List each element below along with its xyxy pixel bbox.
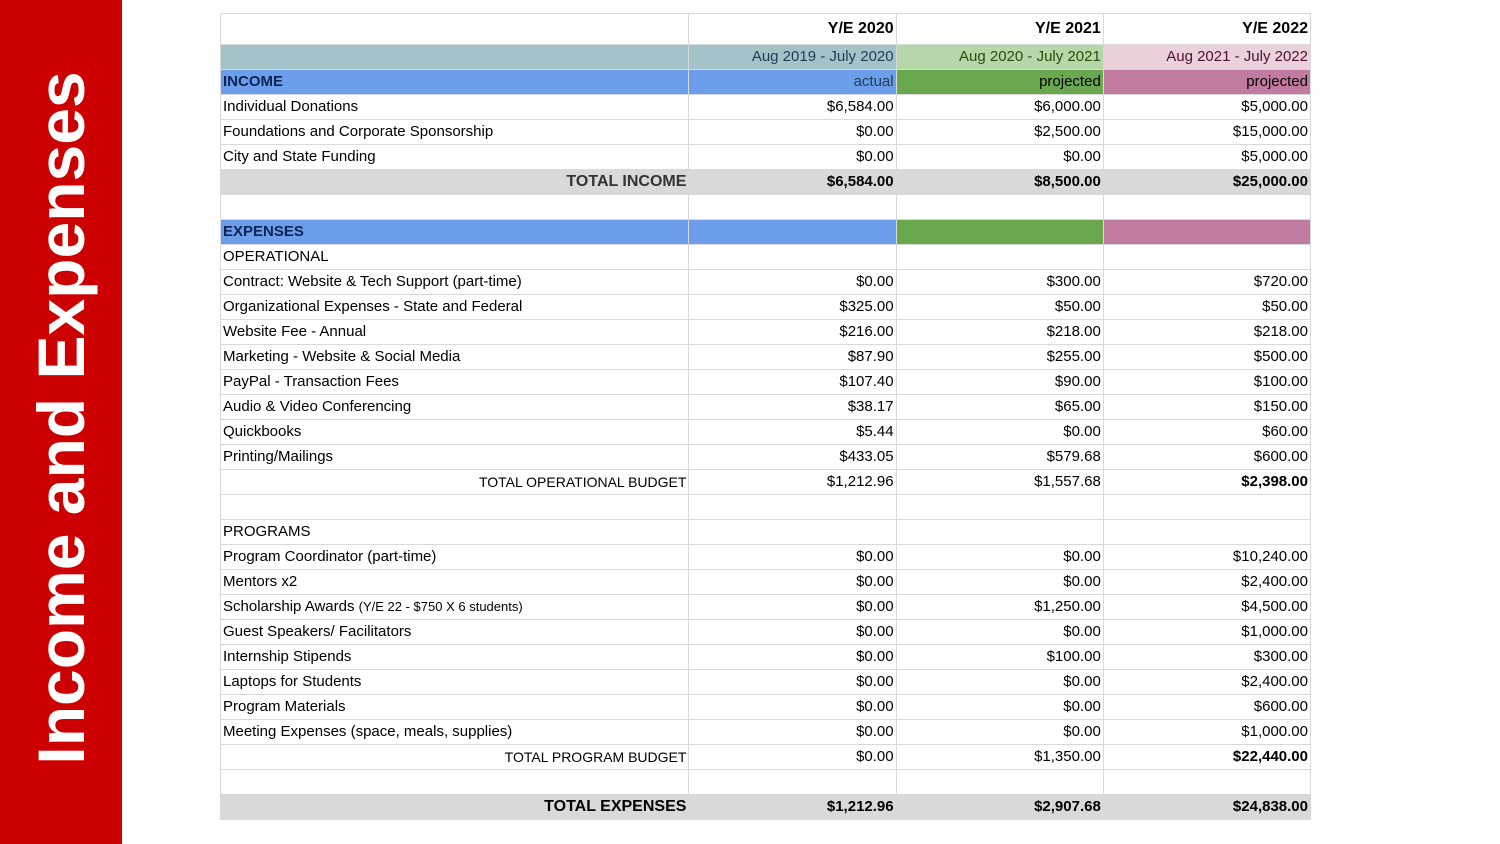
cell-2021: $0.00 — [896, 620, 1103, 645]
row-label: City and State Funding — [221, 145, 689, 170]
cell-2020: $38.17 — [689, 395, 896, 420]
spacer-cell — [689, 770, 896, 795]
cell-2020: $0.00 — [689, 570, 896, 595]
row-label: Organizational Expenses - State and Federal — [221, 295, 689, 320]
operational-header: OPERATIONAL — [221, 245, 689, 270]
cell-2022: $500.00 — [1103, 345, 1310, 370]
cell-2020: $0.00 — [689, 595, 896, 620]
income-header: INCOME — [221, 70, 689, 95]
cell-2020: $0.00 — [689, 645, 896, 670]
blank-cell — [1103, 245, 1310, 270]
cell-2022: $1,000.00 — [1103, 720, 1310, 745]
row-label — [221, 595, 689, 620]
table-row — [221, 670, 1311, 695]
row-label: Internship Stipends — [221, 645, 689, 670]
status-2021: projected — [896, 70, 1103, 95]
sidebar-title: Income and Expenses — [24, 71, 98, 765]
row-label: Quickbooks — [221, 420, 689, 445]
spacer-cell — [896, 195, 1103, 220]
row-label-note: (Y/E 22 - $750 X 6 students) — [358, 599, 523, 614]
year-header-row — [221, 14, 1311, 45]
row-label: Foundations and Corporate Sponsorship — [221, 120, 689, 145]
spacer-cell — [689, 195, 896, 220]
cell-2022: $150.00 — [1103, 395, 1310, 420]
sidebar — [0, 0, 122, 844]
cell-2021: $1,250.00 — [896, 595, 1103, 620]
expenses-fill-2022 — [1103, 220, 1310, 245]
year-2021-header: Y/E 2021 — [896, 14, 1103, 45]
cell-2022: $600.00 — [1103, 695, 1310, 720]
cell-2021: $2,500.00 — [896, 120, 1103, 145]
blank-cell — [689, 520, 896, 545]
row-label: Contract: Website & Tech Support (part-time) — [221, 270, 689, 295]
cell-2022: $218.00 — [1103, 320, 1310, 345]
cell-2021: $0.00 — [896, 670, 1103, 695]
total-program-label: TOTAL PROGRAM BUDGET — [221, 745, 689, 770]
row-label: Individual Donations — [221, 95, 689, 120]
spacer-cell — [896, 495, 1103, 520]
total-program-2020: $0.00 — [689, 745, 896, 770]
status-2020: actual — [689, 70, 896, 95]
cell-2022: $50.00 — [1103, 295, 1310, 320]
period-2021: Aug 2020 - July 2021 — [896, 45, 1103, 70]
spacer-cell — [221, 770, 689, 795]
spacer-cell — [1103, 495, 1310, 520]
row-label: Audio & Video Conferencing — [221, 395, 689, 420]
spacer-cell — [1103, 770, 1310, 795]
cell-2020: $433.05 — [689, 445, 896, 470]
table-row — [221, 120, 1311, 145]
year-2020-header: Y/E 2020 — [689, 14, 896, 45]
total-program-2022: $22,440.00 — [1103, 745, 1310, 770]
cell-2020: $87.90 — [689, 345, 896, 370]
cell-2020: $325.00 — [689, 295, 896, 320]
total-expenses-2022: $24,838.00 — [1103, 795, 1310, 820]
row-label: Printing/Mailings — [221, 445, 689, 470]
table-row — [221, 345, 1311, 370]
period-row — [221, 45, 1311, 70]
total-expenses-row — [221, 795, 1311, 820]
table-row — [221, 695, 1311, 720]
cell-2020: $107.40 — [689, 370, 896, 395]
spacer-cell — [1103, 195, 1310, 220]
cell-2021: $218.00 — [896, 320, 1103, 345]
cell-2022: $100.00 — [1103, 370, 1310, 395]
period-blank-cell — [221, 45, 689, 70]
cell-2020: $0.00 — [689, 145, 896, 170]
cell-2022: $60.00 — [1103, 420, 1310, 445]
programs-header-row — [221, 520, 1311, 545]
cell-2021: $0.00 — [896, 420, 1103, 445]
total-income-row — [221, 170, 1311, 195]
total-income-2021: $8,500.00 — [896, 170, 1103, 195]
cell-2021: $65.00 — [896, 395, 1103, 420]
blank-cell — [896, 245, 1103, 270]
table-row — [221, 570, 1311, 595]
table-row — [221, 370, 1311, 395]
cell-2021: $0.00 — [896, 720, 1103, 745]
cell-2022: $2,400.00 — [1103, 670, 1310, 695]
cell-2022: $300.00 — [1103, 645, 1310, 670]
cell-2021: $50.00 — [896, 295, 1103, 320]
total-income-2020: $6,584.00 — [689, 170, 896, 195]
blank-cell — [689, 245, 896, 270]
header-blank-cell — [221, 14, 689, 45]
total-program-2021: $1,350.00 — [896, 745, 1103, 770]
cell-2020: $216.00 — [689, 320, 896, 345]
table-row — [221, 95, 1311, 120]
blank-cell — [896, 520, 1103, 545]
cell-2021: $255.00 — [896, 345, 1103, 370]
cell-2022: $720.00 — [1103, 270, 1310, 295]
cell-2021: $0.00 — [896, 145, 1103, 170]
table-row — [221, 445, 1311, 470]
cell-2020: $0.00 — [689, 720, 896, 745]
row-label-text: Scholarship Awards — [223, 598, 355, 615]
total-income-2022: $25,000.00 — [1103, 170, 1310, 195]
table-row — [221, 420, 1311, 445]
table-row — [221, 595, 1311, 620]
cell-2020: $0.00 — [689, 545, 896, 570]
cell-2020: $0.00 — [689, 670, 896, 695]
total-income-label: TOTAL INCOME — [221, 170, 689, 195]
cell-2021: $579.68 — [896, 445, 1103, 470]
table-row — [221, 545, 1311, 570]
table-row — [221, 645, 1311, 670]
cell-2020: $0.00 — [689, 620, 896, 645]
spacer-row — [221, 195, 1311, 220]
period-2022: Aug 2021 - July 2022 — [1103, 45, 1310, 70]
cell-2022: $1,000.00 — [1103, 620, 1310, 645]
spacer-row — [221, 770, 1311, 795]
table-row — [221, 145, 1311, 170]
spacer-cell — [221, 495, 689, 520]
blank-cell — [1103, 520, 1310, 545]
total-expenses-2021: $2,907.68 — [896, 795, 1103, 820]
year-2022-header: Y/E 2022 — [1103, 14, 1310, 45]
row-label: PayPal - Transaction Fees — [221, 370, 689, 395]
budget-table — [220, 13, 1311, 820]
row-label: Meeting Expenses (space, meals, supplies) — [221, 720, 689, 745]
cell-2022: $600.00 — [1103, 445, 1310, 470]
cell-2022: $5,000.00 — [1103, 95, 1310, 120]
table-row — [221, 395, 1311, 420]
total-operational-2022: $2,398.00 — [1103, 470, 1310, 495]
total-operational-row — [221, 470, 1311, 495]
row-label: Laptops for Students — [221, 670, 689, 695]
cell-2020: $6,584.00 — [689, 95, 896, 120]
cell-2021: $90.00 — [896, 370, 1103, 395]
cell-2022: $10,240.00 — [1103, 545, 1310, 570]
row-label: Marketing - Website & Social Media — [221, 345, 689, 370]
total-expenses-2020: $1,212.96 — [689, 795, 896, 820]
status-2022: projected — [1103, 70, 1310, 95]
income-header-row — [221, 70, 1311, 95]
spacer-row — [221, 495, 1311, 520]
cell-2020: $0.00 — [689, 695, 896, 720]
total-expenses-label: TOTAL EXPENSES — [221, 795, 689, 820]
cell-2022: $2,400.00 — [1103, 570, 1310, 595]
expenses-header: EXPENSES — [221, 220, 689, 245]
cell-2020: $0.00 — [689, 120, 896, 145]
row-label: Guest Speakers/ Facilitators — [221, 620, 689, 645]
programs-header: PROGRAMS — [221, 520, 689, 545]
cell-2021: $100.00 — [896, 645, 1103, 670]
row-label: Mentors x2 — [221, 570, 689, 595]
cell-2021: $0.00 — [896, 695, 1103, 720]
expenses-fill-2020 — [689, 220, 896, 245]
total-operational-2020: $1,212.96 — [689, 470, 896, 495]
cell-2022: $4,500.00 — [1103, 595, 1310, 620]
cell-2022: $5,000.00 — [1103, 145, 1310, 170]
cell-2020: $0.00 — [689, 270, 896, 295]
spacer-cell — [221, 195, 689, 220]
cell-2021: $300.00 — [896, 270, 1103, 295]
row-label: Program Materials — [221, 695, 689, 720]
table-row — [221, 295, 1311, 320]
spacer-cell — [896, 770, 1103, 795]
cell-2021: $6,000.00 — [896, 95, 1103, 120]
period-2020: Aug 2019 - July 2020 — [689, 45, 896, 70]
expenses-fill-2021 — [896, 220, 1103, 245]
total-program-row — [221, 745, 1311, 770]
table-row — [221, 720, 1311, 745]
table-row — [221, 620, 1311, 645]
table-row — [221, 320, 1311, 345]
row-label: Website Fee - Annual — [221, 320, 689, 345]
cell-2022: $15,000.00 — [1103, 120, 1310, 145]
operational-header-row — [221, 245, 1311, 270]
row-label: Program Coordinator (part-time) — [221, 545, 689, 570]
total-operational-label: TOTAL OPERATIONAL BUDGET — [221, 470, 689, 495]
spacer-cell — [689, 495, 896, 520]
cell-2020: $5.44 — [689, 420, 896, 445]
table-row — [221, 270, 1311, 295]
total-operational-2021: $1,557.68 — [896, 470, 1103, 495]
cell-2021: $0.00 — [896, 570, 1103, 595]
expenses-header-row — [221, 220, 1311, 245]
cell-2021: $0.00 — [896, 545, 1103, 570]
